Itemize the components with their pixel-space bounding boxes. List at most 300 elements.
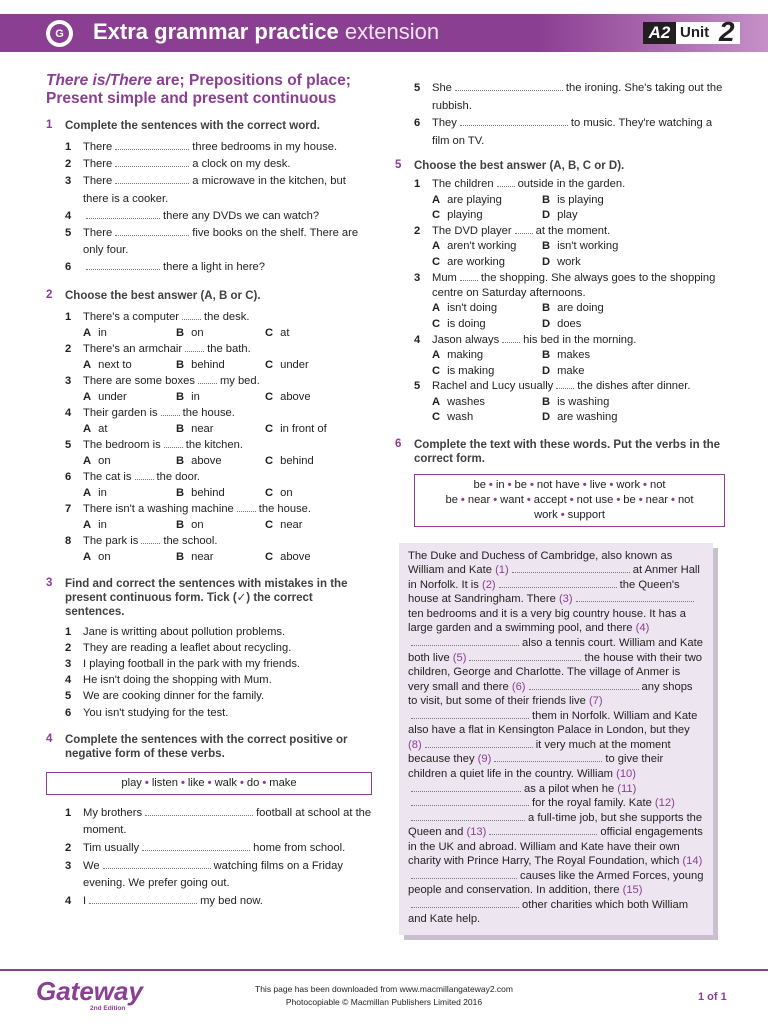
word-option: walk bbox=[214, 776, 237, 789]
answer-options bbox=[432, 255, 725, 271]
text-segment: other charities which both William and Kate help. bbox=[408, 898, 689, 926]
answer-blank bbox=[576, 593, 694, 602]
item-number: 3 bbox=[414, 271, 421, 284]
gap-number: (2) bbox=[481, 578, 496, 591]
option-b: B near bbox=[176, 422, 214, 435]
item-text: the door. bbox=[156, 470, 201, 483]
option-text: isn't doing bbox=[447, 302, 498, 315]
answer-options bbox=[83, 549, 372, 565]
reading-text bbox=[399, 543, 713, 935]
level-label: A2 bbox=[643, 22, 676, 44]
item-text: I bbox=[83, 894, 87, 907]
answer-options bbox=[83, 485, 372, 501]
item-text: There isn't a washing machine bbox=[83, 502, 234, 515]
text-segment: them in Norfolk. William and Kate also have a flat in Kensington Palace in London, but they bbox=[408, 709, 698, 737]
bullet-separator: • bbox=[507, 478, 512, 491]
answer-options bbox=[83, 421, 372, 437]
answer-options bbox=[432, 193, 725, 209]
option-text: at bbox=[280, 326, 290, 339]
option-text: is making bbox=[447, 364, 495, 377]
word-option: play bbox=[121, 776, 142, 789]
option-b: B on bbox=[176, 326, 204, 339]
item-number: 4 bbox=[414, 333, 421, 346]
answer-blank bbox=[489, 826, 597, 835]
exercise-item bbox=[65, 688, 372, 704]
option-c: C is doing bbox=[432, 317, 486, 330]
item-text: a microwave in the kitchen, but there is a cooker. bbox=[83, 175, 346, 205]
bullet-separator: • bbox=[526, 493, 531, 506]
exercise-item bbox=[65, 840, 372, 858]
exercise-item bbox=[65, 405, 372, 421]
option-text: above bbox=[280, 550, 311, 563]
text-segment: any shops to visit, but some of their friends live bbox=[408, 680, 693, 708]
item-text: the house. bbox=[182, 406, 235, 419]
item-text: there a light in here? bbox=[163, 261, 265, 274]
option-a: A aren't working bbox=[432, 240, 517, 253]
option-text: aren't working bbox=[447, 240, 517, 253]
exercise-item bbox=[65, 373, 372, 389]
item-text: The children bbox=[432, 178, 494, 191]
exercise-item bbox=[65, 624, 372, 640]
option-b: B are doing bbox=[542, 302, 604, 315]
word-option: be bbox=[473, 478, 486, 491]
word-option: not be bbox=[445, 478, 666, 506]
option-text: on bbox=[191, 326, 204, 339]
exercise-item bbox=[65, 469, 372, 485]
left-column bbox=[46, 72, 372, 917]
item-number: 1 bbox=[65, 625, 72, 638]
option-b: B isn't working bbox=[542, 240, 619, 253]
footer-text bbox=[0, 983, 768, 1009]
footer-divider bbox=[0, 969, 768, 971]
answer-blank bbox=[411, 899, 519, 908]
answer-blank bbox=[411, 710, 529, 719]
answer-blank bbox=[141, 534, 160, 544]
bullet-separator: • bbox=[529, 478, 534, 491]
text-segment: the Queen's house at Sandringham. There bbox=[408, 578, 680, 606]
answer-blank bbox=[455, 81, 563, 91]
gap-number: (5) bbox=[452, 651, 467, 664]
word-option: near bbox=[467, 493, 491, 506]
section-title: There is/There are; Prepositions of place; Present simple and present continuous bbox=[46, 72, 351, 107]
text-segment: it very much at the moment because they bbox=[408, 738, 671, 766]
bullet-separator: • bbox=[569, 493, 574, 506]
bullet-separator: • bbox=[460, 493, 465, 506]
item-number: 4 bbox=[65, 674, 72, 687]
exercise-item bbox=[65, 225, 372, 259]
item-text: the shopping. She always goes to the shopping centre on Saturday afternoons. bbox=[432, 271, 716, 299]
exercise-item bbox=[65, 501, 372, 517]
option-text: above bbox=[191, 454, 222, 467]
exercise-item bbox=[65, 858, 372, 893]
bullet-separator: • bbox=[207, 776, 212, 789]
option-text: playing bbox=[447, 209, 483, 222]
item-number: 7 bbox=[65, 502, 72, 515]
text-segment: The Duke and Duchess of Cambridge, also known as William and Kate bbox=[408, 549, 673, 577]
option-b: B near bbox=[176, 550, 214, 563]
option-a: A next to bbox=[83, 358, 132, 371]
answer-blank bbox=[115, 226, 189, 236]
option-text: does bbox=[557, 317, 582, 330]
option-text: in bbox=[98, 518, 107, 531]
word-option: not use bbox=[576, 493, 614, 506]
option-a: A on bbox=[83, 550, 111, 563]
exercise-instruction: Choose the best answer (A, B, C or D). bbox=[414, 160, 625, 173]
option-text: in front of bbox=[280, 422, 327, 435]
answer-blank bbox=[103, 859, 211, 869]
exercise-item bbox=[65, 156, 372, 173]
page-number: 1 of 1 bbox=[698, 991, 727, 1003]
option-d: D work bbox=[542, 255, 581, 268]
exercise-4: 4 Complete the sentences with the correct positive or negative form of these verbs. play • listen • like • walk • do • make 1 My brothers football at school at the moment. 2 Tim usually home from school. 3 We watching films on a Friday evening. We prefer going out. 4 I my bed now. bbox=[46, 733, 372, 911]
answer-blank bbox=[502, 333, 520, 343]
exercise-instruction: Choose the best answer (A, B or C). bbox=[65, 289, 261, 302]
text-segment: a full-time job, but she supports the Queen and bbox=[408, 811, 703, 839]
item-number: 5 bbox=[414, 82, 421, 94]
answer-blank bbox=[135, 470, 154, 480]
item-text: the dishes after dinner. bbox=[577, 380, 691, 393]
item-text: the bath. bbox=[207, 342, 251, 355]
answer-blank bbox=[115, 157, 189, 167]
option-text: in bbox=[191, 390, 200, 403]
answer-options bbox=[83, 389, 372, 405]
answer-blank bbox=[185, 342, 204, 352]
option-a: A making bbox=[432, 348, 484, 361]
exercise-item bbox=[414, 224, 725, 239]
item-number: 6 bbox=[65, 261, 72, 274]
option-text: at bbox=[98, 422, 108, 435]
exercise-1: 1 Complete the sentences with the correct word. 1 There three bedrooms in my house. 2 There a clock on my desk. 3 There a microwave in the kitchen, but there is a cooker. 4 there any DVDs we can watch? 5 There five books on the shelf. There are only four. 6 there a light in here? bbox=[46, 119, 372, 277]
item-text: Mum bbox=[432, 271, 457, 284]
text-segment: the house with their two children, George and Charlotte. The village of Anmer is very small and there bbox=[408, 651, 703, 693]
option-b: B in bbox=[176, 390, 200, 403]
page-title: Extra grammar practice extension bbox=[93, 19, 440, 44]
exercise-item bbox=[414, 80, 725, 115]
gap-number: (3) bbox=[558, 593, 573, 606]
item-text: the kitchen. bbox=[185, 438, 243, 451]
copyright-note: Photocopiable © Macmillan Publishers Limited 2016 bbox=[285, 997, 483, 1007]
answer-options bbox=[83, 325, 372, 341]
item-number: 1 bbox=[65, 806, 72, 819]
gap-number: (7) bbox=[588, 695, 603, 708]
item-text: They bbox=[432, 117, 457, 130]
item-text: The cat is bbox=[83, 470, 132, 483]
option-text: behind bbox=[191, 486, 225, 499]
option-text: behind bbox=[280, 454, 314, 467]
option-text: play bbox=[557, 209, 578, 222]
answer-options bbox=[432, 239, 725, 255]
item-number: 5 bbox=[65, 690, 72, 703]
bullet-separator: • bbox=[638, 493, 643, 506]
answer-blank bbox=[411, 797, 529, 806]
bullet-separator: • bbox=[493, 493, 498, 506]
gap-number: (14) bbox=[682, 855, 703, 868]
answer-blank bbox=[86, 209, 160, 219]
gap-number: (1) bbox=[495, 564, 509, 577]
answer-blank bbox=[411, 783, 521, 792]
answer-blank bbox=[89, 894, 197, 904]
item-text: Jason always bbox=[432, 333, 500, 346]
exercise-item bbox=[414, 333, 725, 348]
option-d: D play bbox=[542, 209, 578, 222]
bullet-separator: • bbox=[262, 776, 267, 789]
option-b: B is washing bbox=[542, 395, 610, 408]
option-text: near bbox=[191, 550, 214, 563]
answer-blank bbox=[529, 681, 639, 690]
answer-options bbox=[432, 317, 725, 333]
option-c: C above bbox=[265, 550, 311, 563]
option-a: A washes bbox=[432, 395, 486, 408]
item-text: the house. bbox=[258, 502, 312, 515]
item-text: There's a computer bbox=[83, 310, 180, 323]
gateway-logo-icon: G bbox=[46, 20, 73, 47]
item-text: watching films on a Friday evening. We prefer going out. bbox=[83, 859, 343, 890]
option-c: C under bbox=[265, 358, 309, 371]
exercise-item bbox=[414, 271, 725, 302]
item-text: We bbox=[83, 859, 100, 872]
answer-options bbox=[83, 517, 372, 533]
option-d: D are washing bbox=[542, 411, 618, 424]
option-b: B above bbox=[176, 454, 222, 467]
option-c: C are working bbox=[432, 255, 505, 268]
item-text: There bbox=[83, 141, 113, 153]
option-c: C in front of bbox=[265, 422, 327, 435]
exercise-item bbox=[65, 341, 372, 357]
option-b: B makes bbox=[542, 348, 591, 361]
exercise-item bbox=[65, 705, 372, 721]
answer-blank bbox=[494, 753, 602, 762]
item-text: The DVD player bbox=[432, 224, 512, 237]
bullet-separator: • bbox=[609, 478, 614, 491]
exercise-item bbox=[65, 437, 372, 453]
item-text: We are cooking dinner for the family. bbox=[83, 690, 265, 703]
answer-options bbox=[432, 208, 725, 224]
item-text: The park is bbox=[83, 534, 139, 547]
word-box bbox=[414, 474, 725, 527]
item-text: You isn't studying for the test. bbox=[83, 706, 229, 719]
bullet-separator: • bbox=[671, 493, 675, 506]
exercise-item bbox=[65, 139, 372, 156]
word-option: be bbox=[514, 478, 527, 491]
item-text: My brothers bbox=[83, 806, 143, 819]
answer-blank bbox=[460, 271, 478, 281]
option-a: A in bbox=[83, 326, 107, 339]
option-b: B on bbox=[176, 518, 204, 531]
item-text: my bed. bbox=[219, 374, 260, 387]
item-number: 1 bbox=[414, 178, 421, 191]
option-text: make bbox=[557, 364, 585, 377]
gap-number: (10) bbox=[616, 767, 637, 780]
option-text: behind bbox=[191, 358, 225, 371]
exercise-item bbox=[65, 173, 372, 207]
option-b: B is playing bbox=[542, 193, 604, 206]
exercise-6: 6 Complete the text with these words. Put the verbs in the correct form. be • in • be • not have • live • work • not be • near • want • accept • not use • be • near • not work • support The Duke and Duchess of Cambridge, also known as William and Kate (1) at Anmer Hall in Norfolk. It is (2) the Queen's house at Sandringham. There (3)ten bedrooms and it is a very big country house. It has a large garden and a swimming pool, and there (4)also a tennis court. William and Kate both live (5) the house with their two children, George and Charlotte. The village of Anmer is very small and there (6) any shops to visit, but some of their friends live (7)them in Norfolk. William and Kate also have a flat in Kensington Palace in London, but they (8) it very much at the moment because they (9) to give their children a quiet life in the country. William (10)as a pilot when he (11)for the royal family. Kate (12)a full-time job, but she supports the Queen and (13) official engagements in the UK and abroad. William and Kate have their own charity with Prince Harry, The Royal Foundation, which (14)causes like the Armed Forces, young people and conservation. In addition, there (15)other charities which both William and Kate help. bbox=[395, 438, 725, 935]
option-c: C is making bbox=[432, 364, 495, 377]
option-text: in bbox=[98, 326, 107, 339]
word-option: near bbox=[645, 493, 669, 506]
option-a: A in bbox=[83, 486, 107, 499]
exercise-item bbox=[65, 533, 372, 549]
word-option: live bbox=[589, 478, 607, 491]
option-text: are washing bbox=[557, 411, 618, 424]
item-number: 3 bbox=[65, 175, 72, 188]
option-c: C behind bbox=[265, 454, 314, 467]
word-option: work bbox=[616, 478, 641, 491]
option-c: C above bbox=[265, 390, 311, 403]
bullet-separator: • bbox=[180, 776, 185, 789]
item-number: 3 bbox=[65, 859, 72, 872]
option-text: in bbox=[98, 486, 107, 499]
text-segment: ten bedrooms and it is a very big country house. It has a large garden and a swimming pool, and there bbox=[408, 607, 686, 635]
word-option: in bbox=[495, 478, 505, 491]
item-text: The bedroom is bbox=[83, 438, 161, 451]
text-segment: at Anmer Hall in Norfolk. It is bbox=[408, 564, 700, 591]
option-text: under bbox=[98, 390, 127, 403]
text-segment: for the royal family. Kate bbox=[532, 797, 652, 810]
item-text: Their garden is bbox=[83, 406, 158, 419]
option-text: washes bbox=[447, 395, 486, 408]
text-segment: causes like the Armed Forces, young people and conservation. In addition, there bbox=[408, 869, 704, 897]
option-text: on bbox=[191, 518, 204, 531]
answer-options bbox=[83, 453, 372, 469]
word-option: want bbox=[500, 493, 524, 506]
gap-number: (6) bbox=[511, 680, 526, 693]
option-c: C on bbox=[265, 486, 293, 499]
gap-number: (15) bbox=[622, 884, 643, 897]
exercise-item bbox=[414, 177, 725, 192]
bullet-separator: • bbox=[582, 478, 587, 491]
option-text: near bbox=[191, 422, 214, 435]
gap-number: (12) bbox=[654, 797, 675, 810]
answer-blank bbox=[198, 374, 217, 384]
answer-options bbox=[432, 364, 725, 380]
answer-blank bbox=[512, 564, 630, 573]
word-option: like bbox=[187, 776, 205, 789]
answer-blank bbox=[469, 652, 581, 661]
unit-badge bbox=[643, 16, 740, 47]
exercise-instruction: Find and correct the sentences with mistakes in the present continuous form. Tick (✓) the correct sentences. bbox=[65, 577, 348, 618]
option-text: above bbox=[280, 390, 311, 403]
exercise-item bbox=[65, 893, 372, 911]
item-number: 3 bbox=[65, 658, 72, 671]
item-text: at the moment. bbox=[535, 224, 611, 237]
answer-options bbox=[432, 301, 725, 317]
option-c: C wash bbox=[432, 411, 474, 424]
option-text: makes bbox=[557, 348, 591, 361]
option-c: C playing bbox=[432, 209, 483, 222]
item-number: 4 bbox=[65, 894, 72, 907]
item-text: She bbox=[432, 82, 452, 94]
exercise-5: 5 Choose the best answer (A, B, C or D). 1 The children outside in the garden. A are playing B is playing C playing D play 2 The DVD player at the moment. A aren't working B isn't working C are working D work 3 Mum the shopping. She always goes to the shopping centre on Saturday afternoons. A isn't doing B are doing C is doing D does 4 Jason always his bed in the morning. A making B makes C is making D make 5 Rachel and Lucy usually the dishes after dinner. A washes B is washing C wash D are washing bbox=[395, 159, 725, 425]
answer-blank bbox=[460, 116, 568, 126]
item-number: 1 bbox=[65, 141, 72, 153]
exercise-item bbox=[65, 259, 372, 276]
right-column bbox=[395, 80, 725, 942]
item-text: He isn't doing the shopping with Mum. bbox=[83, 674, 272, 687]
bullet-separator: • bbox=[144, 776, 149, 789]
gateway-brand-logo: Gateway 2nd Edition bbox=[36, 976, 143, 1012]
answer-blank bbox=[556, 379, 574, 389]
bullet-separator: • bbox=[488, 478, 493, 491]
option-text: isn't working bbox=[557, 240, 619, 253]
word-option: support bbox=[567, 508, 605, 521]
word-option: not work bbox=[534, 493, 694, 521]
item-text: outside in the garden. bbox=[517, 178, 626, 191]
answer-options bbox=[432, 395, 725, 411]
answer-options bbox=[432, 410, 725, 426]
gap-number: (8) bbox=[408, 738, 422, 751]
text-segment: official engagements in the UK and abroad. William and Kate have their own charity with Prince Harry, The Royal Foundation, which bbox=[408, 826, 703, 868]
item-number: 1 bbox=[65, 310, 72, 323]
text-segment: to give their children a quiet life in the country. William bbox=[408, 753, 664, 780]
answer-blank bbox=[145, 806, 253, 816]
exercise-item bbox=[65, 805, 372, 840]
option-text: under bbox=[280, 358, 309, 371]
page-header bbox=[0, 14, 768, 52]
item-text: five books on the shelf. There are only four. bbox=[83, 227, 359, 257]
item-number: 6 bbox=[414, 117, 421, 130]
option-a: A under bbox=[83, 390, 127, 403]
answer-blank bbox=[115, 174, 189, 184]
item-text: there any DVDs we can watch? bbox=[163, 209, 320, 222]
gap-number: (13) bbox=[466, 826, 487, 839]
answer-blank bbox=[164, 438, 183, 448]
option-a: A on bbox=[83, 454, 111, 467]
item-number: 5 bbox=[414, 380, 421, 393]
item-text: football at school at the moment. bbox=[83, 806, 372, 837]
answer-blank bbox=[237, 502, 256, 512]
item-text: There are some boxes bbox=[83, 374, 195, 387]
option-text: on bbox=[98, 550, 111, 563]
item-text: Jane is writting about pollution problems. bbox=[83, 625, 286, 638]
bullet-separator: • bbox=[560, 508, 565, 521]
word-box bbox=[46, 772, 372, 795]
exercise-item bbox=[65, 656, 372, 672]
item-text: There bbox=[83, 175, 113, 188]
item-number: 4 bbox=[65, 209, 72, 222]
option-text: on bbox=[280, 486, 293, 499]
item-text: my bed now. bbox=[200, 894, 263, 907]
item-text: to music. They're watching a film on TV. bbox=[432, 117, 713, 147]
answer-blank bbox=[161, 406, 180, 416]
item-number: 5 bbox=[65, 227, 72, 240]
exercise-2: 2 Choose the best answer (A, B or C). 1 There's a computer the desk. A in B on C at 2 There's an armchair the bath. A next to B behind C under 3 There are some boxes my bed. A under B in C above 4 Their garden is the house. A at B near C in front of 5 The bedroom is the kitchen. A on B above C behind 6 The cat is the door. A in B behind C on 7 There isn't a washing machine the house. A in B on C near 8 The park is the school. A on B near C above bbox=[46, 289, 372, 565]
answer-blank bbox=[86, 260, 160, 270]
option-text: near bbox=[280, 518, 303, 531]
option-a: A are playing bbox=[432, 193, 502, 206]
option-text: are playing bbox=[447, 193, 502, 206]
gap-number: (4) bbox=[635, 622, 650, 635]
answer-blank bbox=[499, 579, 617, 588]
unit-label: Unit bbox=[680, 24, 710, 41]
download-note: This page has been downloaded from www.macmillangateway2.com bbox=[255, 984, 513, 994]
item-text: the ironing. She's taking out the rubbish. bbox=[432, 82, 723, 112]
unit-number: 2 bbox=[719, 16, 735, 47]
word-option: do bbox=[246, 776, 260, 789]
option-a: A at bbox=[83, 422, 108, 435]
bullet-separator: • bbox=[239, 776, 244, 789]
item-text: There's an armchair bbox=[83, 342, 183, 355]
option-a: A in bbox=[83, 518, 107, 531]
item-number: 6 bbox=[65, 470, 72, 483]
item-text: There bbox=[83, 227, 113, 240]
item-number: 5 bbox=[65, 438, 72, 451]
option-text: is doing bbox=[447, 317, 486, 330]
item-text: home from school. bbox=[253, 842, 346, 855]
exercise-item bbox=[65, 208, 372, 225]
option-d: D make bbox=[542, 364, 585, 377]
item-number: 2 bbox=[65, 342, 72, 355]
